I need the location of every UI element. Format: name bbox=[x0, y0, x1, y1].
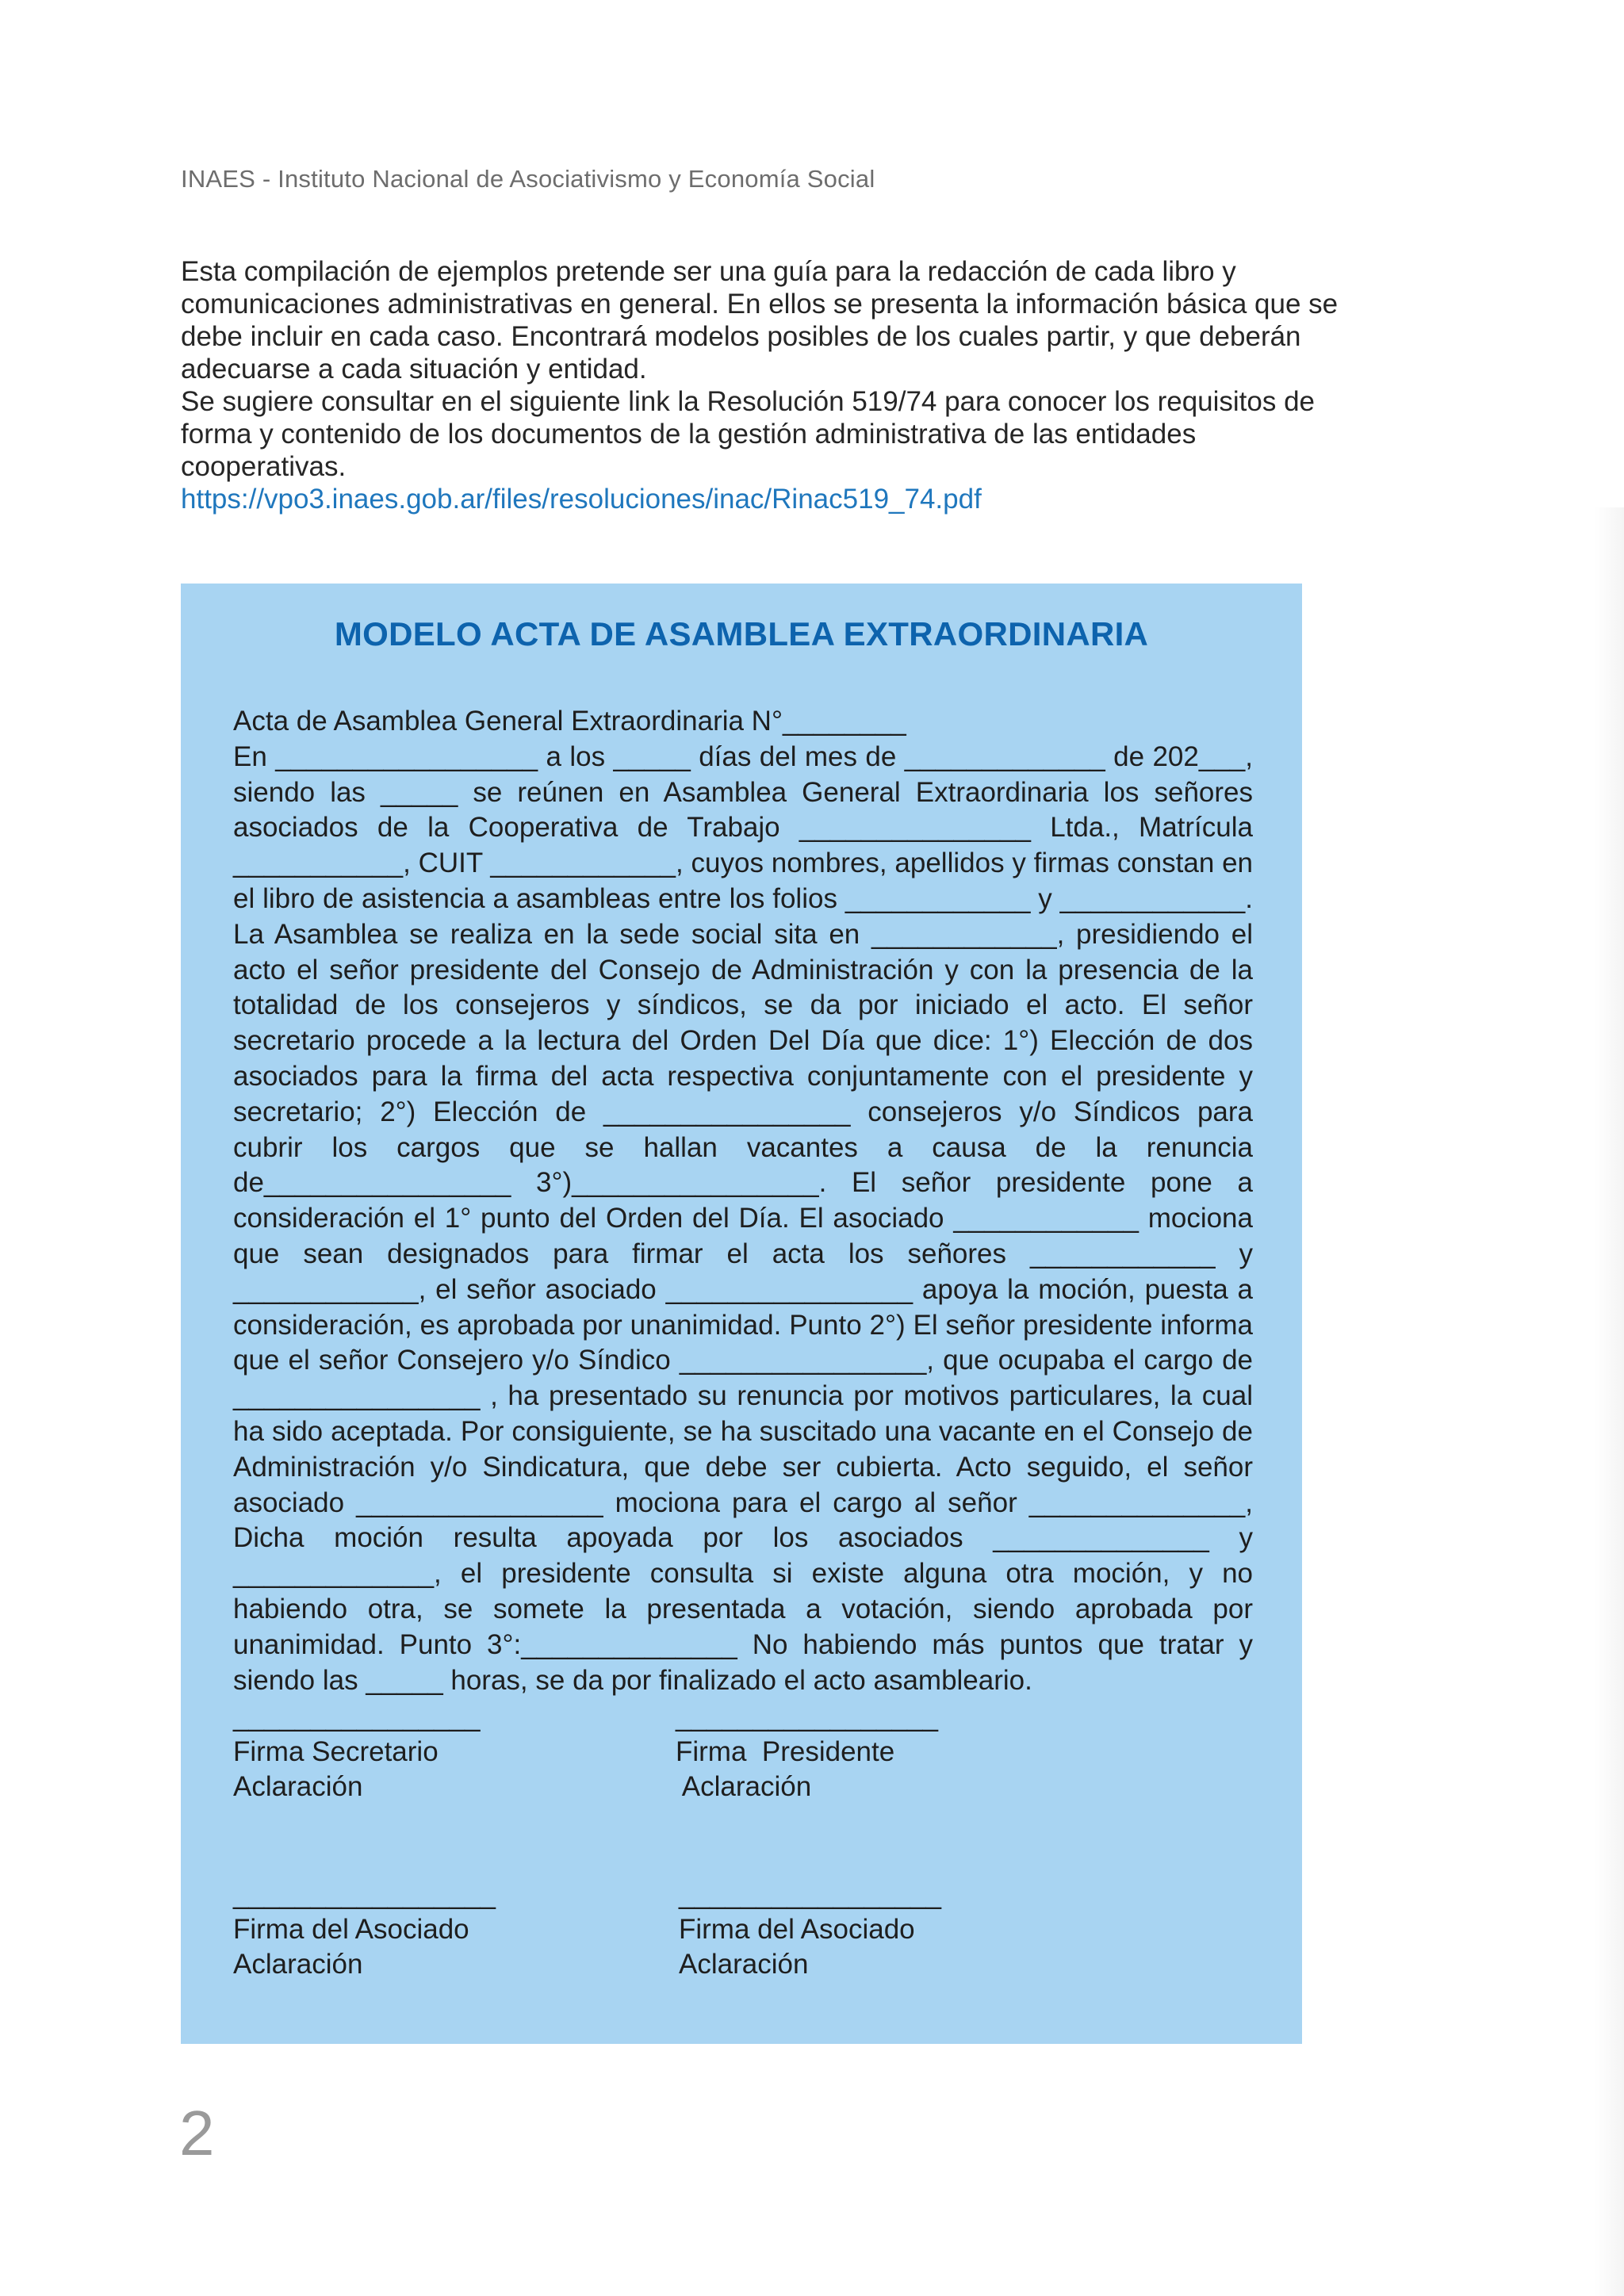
signature-associate-2 bbox=[679, 1877, 941, 1982]
signature-president bbox=[676, 1700, 938, 1804]
signature-clarification: Aclaración bbox=[676, 1771, 812, 1802]
model-paragraph: En _________________ a los _____ días del mes de _____________ de 202___, siendo las _____ se reúnen en Asamblea General Extraordinaria los señores asociados de la Cooperativa de Trabajo _______________ Ltda., Matrícula ___________, CUIT ____________, cuyos nombres, apellidos y firmas constan en el libro de asistencia a asambleas entre los folios ____________ y ____________. La Asamblea se realiza en la sede social sita en ____________, presidiendo el acto el señor presidente del Consejo de Administración y con la presencia de la totalidad de los consejeros y síndicos, se da por iniciado el acto. El señor secretario procede a la lectura del Orden Del Día que dice: 1°) Elección de dos asociados para la firma del acta respectiva conjuntamente con el presidente y secretario; 2°) Elección de ________________ consejeros y/o Síndicos para cubrir los cargos que se hallan vacantes a causa de la renuncia de________________ 3°)________________. El señor presidente pone a consideración el 1° punto del Orden del Día. El asociado ____________ mociona que sean designados para firmar el acta los señores ____________ y ____________, el señor asociado ________________ apoya la moción, puesta a consideración, es aprobada por unanimidad. Punto 2°) El señor presidente informa que el señor Consejero y/o Síndico ________________, que ocupaba el cargo de ________________ , ha presentado su renuncia por motivos particulares, la cual ha sido aceptada. Por consiguiente, se ha suscitado una vacante en el Consejo de Administración y/o Sindicatura, que debe ser cubierta. Acto seguido, el señor asociado ________________ mociona para el cargo al señor ______________, Dicha moción resulta apoyada por los asociados ______________ y _____________, el presidente consulta si existe alguna otra moción, y no habiendo otra, se somete la presentada a votación, siendo aprobada por unanimidad. Punto 3°:______________ No habiendo más puntos que tratar y siendo las _____ horas, se da por finalizado el acto asambleario. bbox=[233, 740, 1253, 1696]
intro-paragraph: Esta compilación de ejemplos pretende ser una guía para la redacción de cada libro y comunicaciones administrativas en general. En ellos se presenta la información básica que se debe incluir en cada caso. Encontrará modelos posibles de los cuales partir, y que deberán adecuarse a cada situación y entidad. bbox=[181, 256, 1339, 385]
model-first-line: Acta de Asamblea General Extraordinaria N°________ bbox=[233, 706, 906, 737]
signature-label: Firma Presidente bbox=[676, 1736, 895, 1767]
signature-secretary bbox=[233, 1700, 480, 1804]
page-edge-shadow bbox=[1594, 507, 1624, 2296]
signature-line: _________________ bbox=[679, 1879, 941, 1910]
intro-section bbox=[181, 255, 1354, 515]
signature-associate-1 bbox=[233, 1877, 496, 1982]
signature-label: Firma Secretario bbox=[233, 1736, 439, 1767]
page-header: INAES - Instituto Nacional de Asociativismo y Economía Social bbox=[181, 165, 875, 193]
signature-line: ________________ bbox=[233, 1701, 481, 1732]
intro-paragraph: Se sugiere consultar en el siguiente link la Resolución 519/74 para conocer los requisitos de forma y contenido de los documentos de la gestión administrativa de las entidades cooperativas. bbox=[181, 386, 1316, 482]
signature-clarification: Aclaración bbox=[679, 1949, 809, 1980]
signature-clarification: Aclaración bbox=[233, 1771, 363, 1802]
model-box bbox=[181, 584, 1302, 2044]
signature-line: _________________ bbox=[233, 1879, 496, 1910]
signature-label: Firma del Asociado bbox=[233, 1914, 469, 1945]
model-title: MODELO ACTA DE ASAMBLEA EXTRAORDINARIA bbox=[334, 615, 1149, 652]
signature-label: Firma del Asociado bbox=[679, 1914, 915, 1945]
signature-clarification: Aclaración bbox=[233, 1949, 363, 1980]
page-number: 2 bbox=[179, 2098, 215, 2168]
resolution-link[interactable]: https://vpo3.inaes.gob.ar/files/resoluciones/inac/Rinac519_74.pdf bbox=[181, 484, 982, 515]
model-body bbox=[233, 704, 1253, 1698]
signature-line: _________________ bbox=[676, 1701, 938, 1732]
